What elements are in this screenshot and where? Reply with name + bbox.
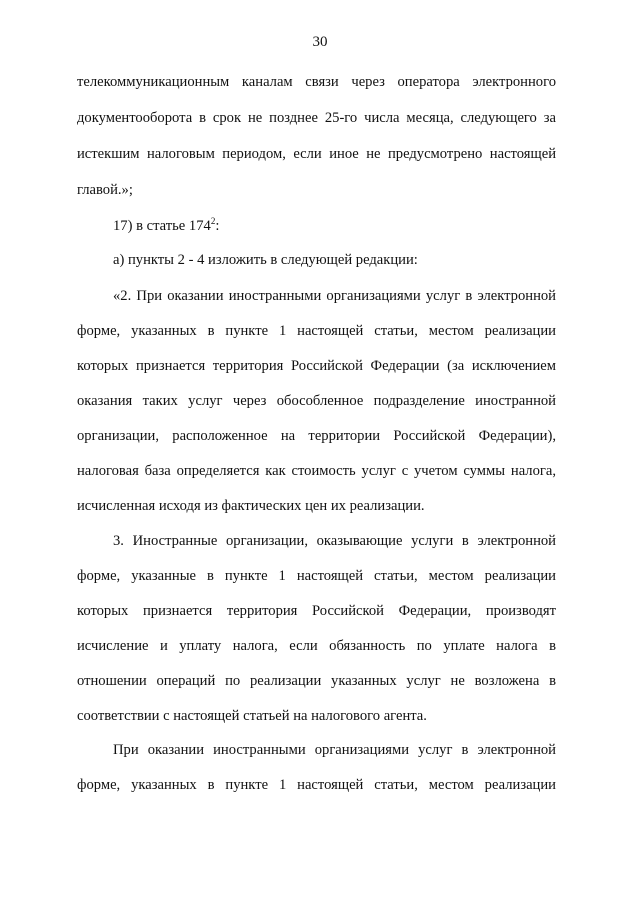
superscript: 2 <box>210 216 216 226</box>
list-item-text: 17) в статье 174 <box>113 218 211 234</box>
page-number: 30 <box>312 34 328 50</box>
text-line: оказания таких услуг через обособленное подразделение иностранной <box>77 393 556 409</box>
text-line: форме, указанных в пункте 1 настоящей статьи, местом реализации <box>77 323 556 339</box>
list-item-tail: : <box>215 218 220 234</box>
text-line: исчисленная исходя из фактических цен их реализации. <box>77 498 425 514</box>
text-line: форме, указанные в пункте 1 настоящей статьи, местом реализации <box>77 568 556 584</box>
text-line: «2. При оказании иностранными организациями услуг в электронной <box>113 288 556 304</box>
text-line: налоговая база определяется как стоимость услуг с учетом суммы налога, <box>77 463 556 479</box>
text-line: форме, указанных в пункте 1 настоящей статьи, местом реализации <box>77 777 556 793</box>
text-line: которых признается территория Российской Федерации (за исключением <box>77 358 556 374</box>
text-line: соответствии с настоящей статьей на налогового агента. <box>77 708 427 724</box>
text-line: истекшим налоговым периодом, если иное не предусмотрено настоящей <box>77 146 556 162</box>
text-line: организации, расположенное на территории Российской Федерации), <box>77 428 556 444</box>
text-line: документооборота в срок не позднее 25-го числа месяца, следующего за <box>77 110 556 126</box>
text-line: исчисление и уплату налога, если обязанность по уплате налога в <box>77 638 556 654</box>
text-line: 3. Иностранные организации, оказывающие услуги в электронной <box>113 533 556 549</box>
text-line: которых признается территория Российской Федерации, производят <box>77 603 556 619</box>
text-line: телекоммуникационным каналам связи через оператора электронного <box>77 74 556 90</box>
text-line: а) пункты 2 - 4 изложить в следующей редакции: <box>113 252 418 268</box>
text-line: При оказании иностранными организациями услуг в электронной <box>113 742 556 758</box>
text-line: главой.»; <box>77 182 133 198</box>
list-item-heading <box>113 217 556 235</box>
text-line: отношении операций по реализации указанных услуг не возложена в <box>77 673 556 689</box>
